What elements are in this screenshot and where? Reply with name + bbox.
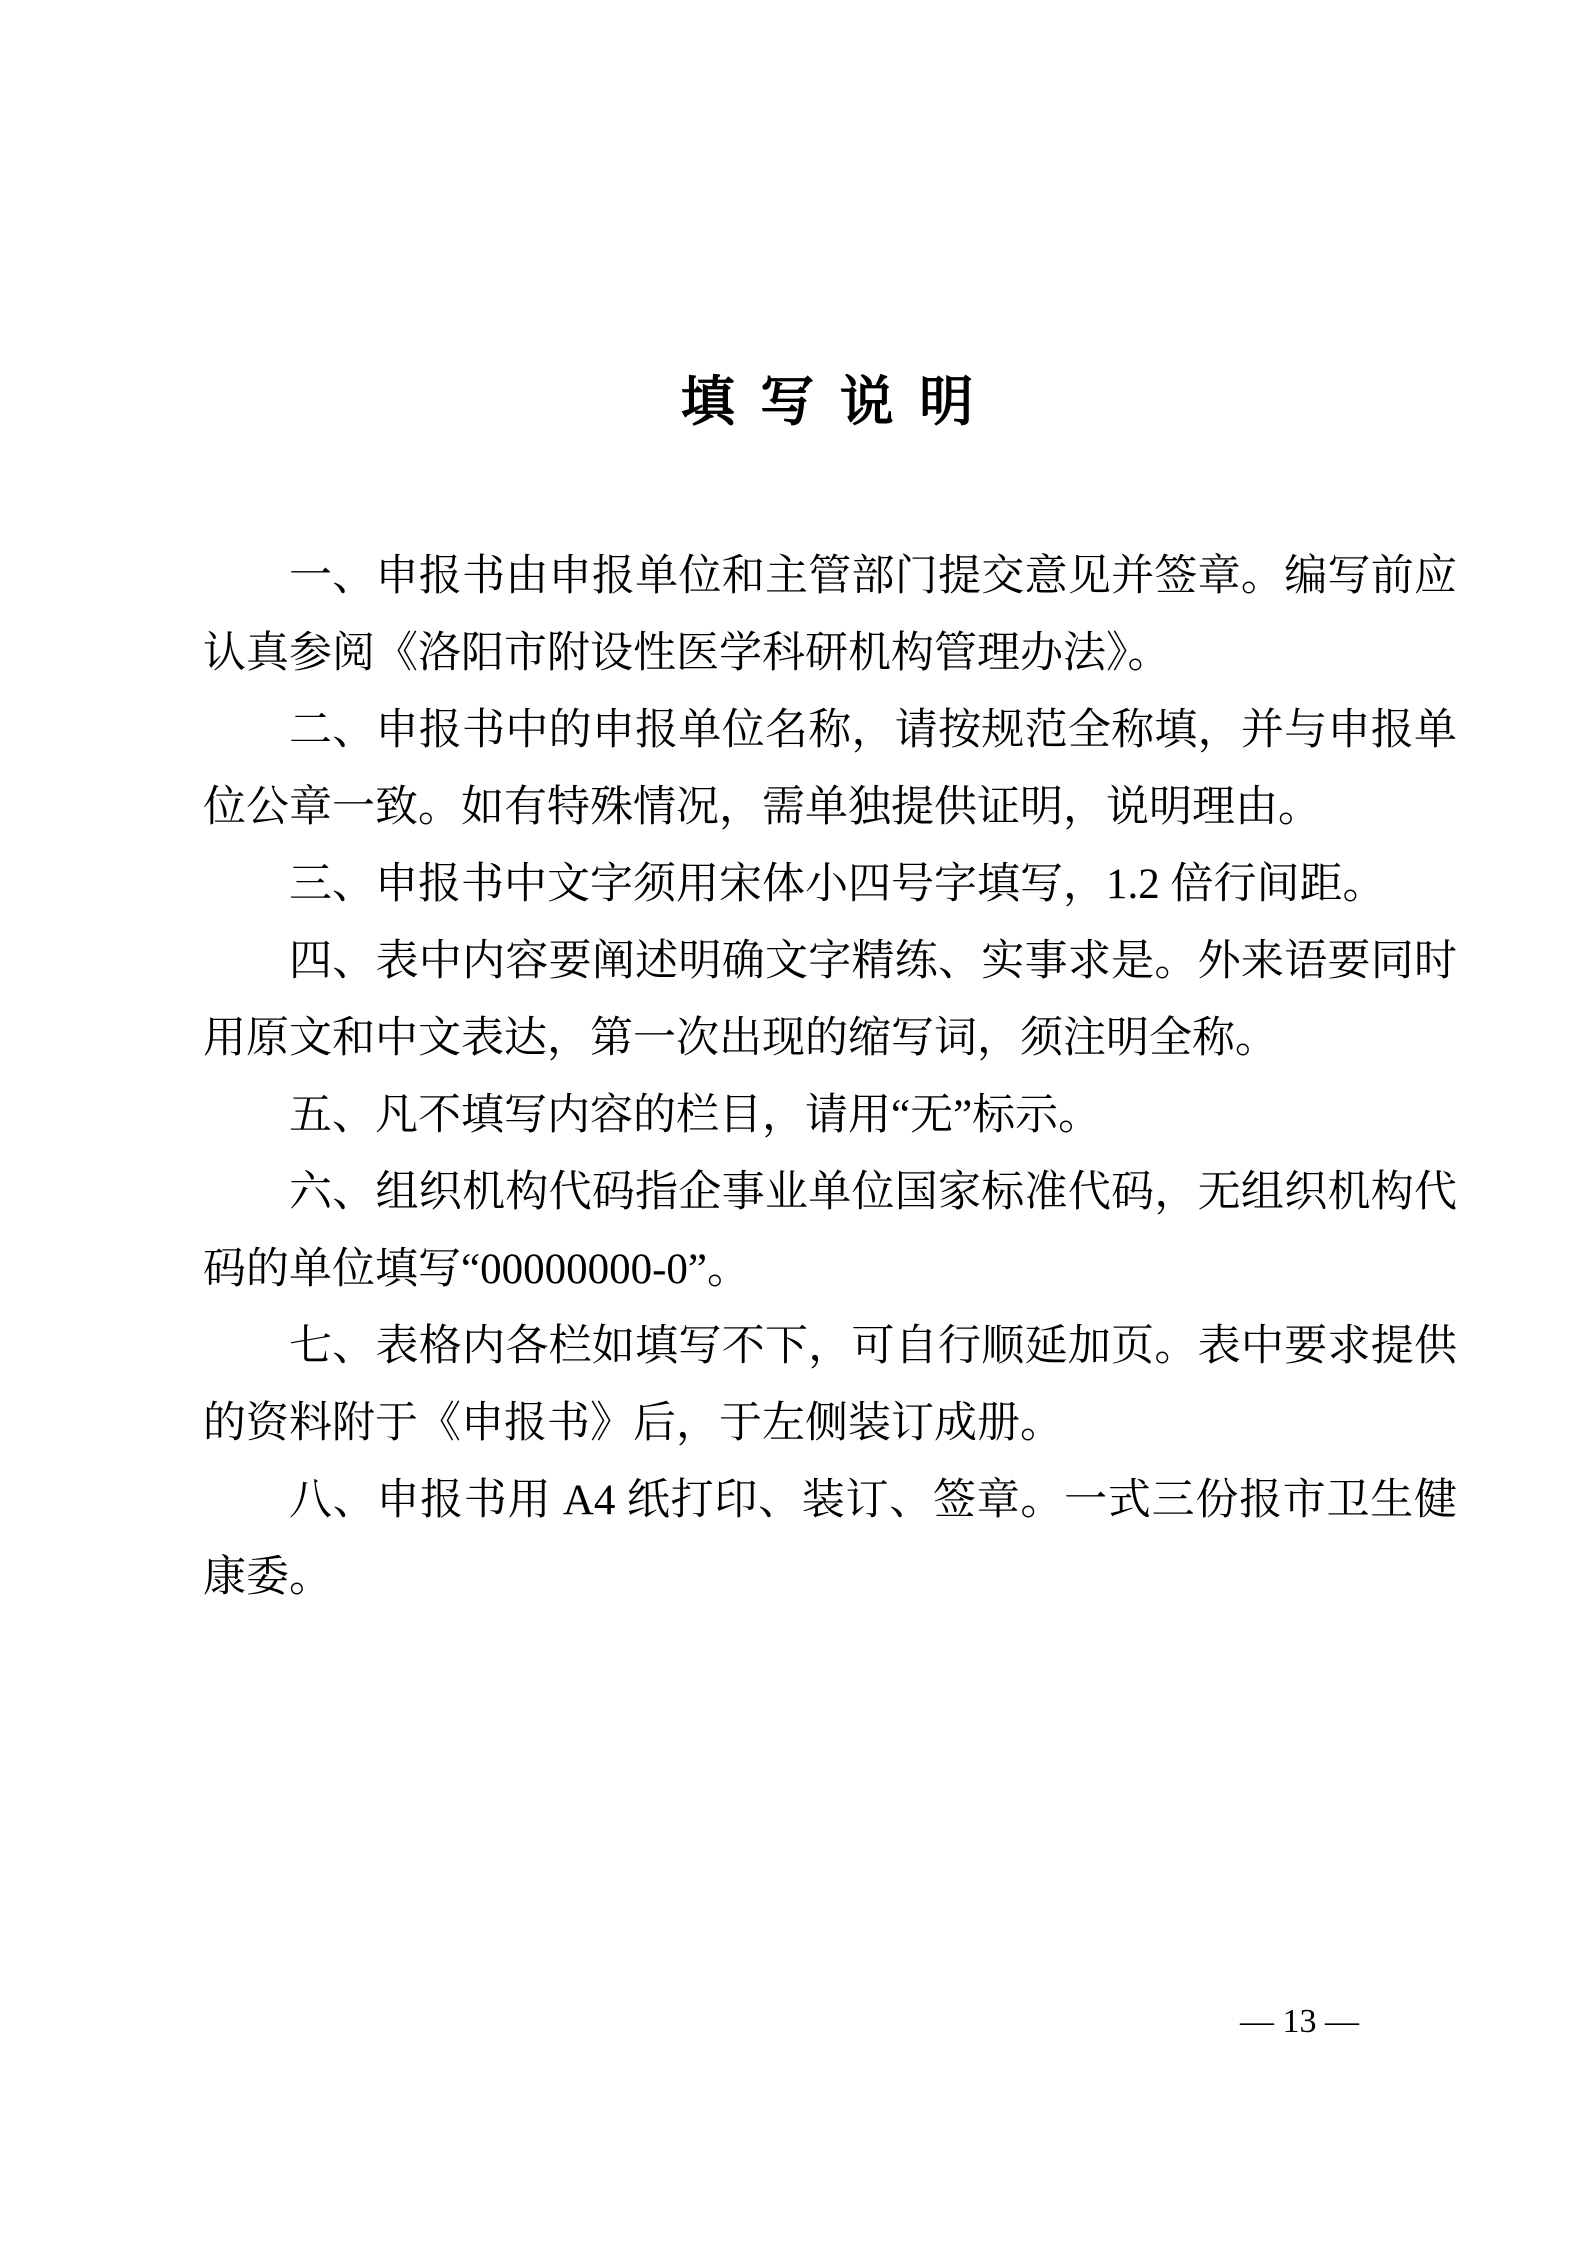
instruction-paragraph-7: 七、表格内各栏如填写不下，可自行顺延加页。表中要求提供的资料附于《申报书》后，于左侧装订成册。 (203, 1323, 1457, 1447)
instruction-paragraph-3: 三、申报书中文字须用宋体小四号字填写，1.2 倍行间距。 (289, 861, 1386, 908)
instruction-paragraph-4: 四、表中内容要阐述明确文字精练、实事求是。外来语要同时用原文和中文表达，第一次出现的缩写词，须注明全称。 (203, 938, 1457, 1062)
instruction-paragraph-8: 八、申报书用 A4 纸打印、装订、签章。一式三份报市卫生健康委。 (203, 1477, 1457, 1601)
page-number: — 13 — (1240, 2003, 1359, 2040)
page-title: 填 写 说 明 (680, 372, 980, 432)
instruction-paragraph-6: 六、组织机构代码指企事业单位国家标准代码，无组织机构代码的单位填写“00000000-0”。 (203, 1169, 1457, 1293)
instruction-paragraph-1: 一、申报书由申报单位和主管部门提交意见并签章。编写前应认真参阅《洛阳市附设性医学科研机构管理办法》。 (203, 553, 1457, 677)
instruction-paragraph-2: 二、申报书中的申报单位名称，请按规范全称填，并与申报单位公章一致。如有特殊情况，需单独提供证明，说明理由。 (203, 707, 1457, 831)
instruction-paragraph-5: 五、凡不填写内容的栏目，请用“无”标示。 (289, 1092, 1102, 1139)
